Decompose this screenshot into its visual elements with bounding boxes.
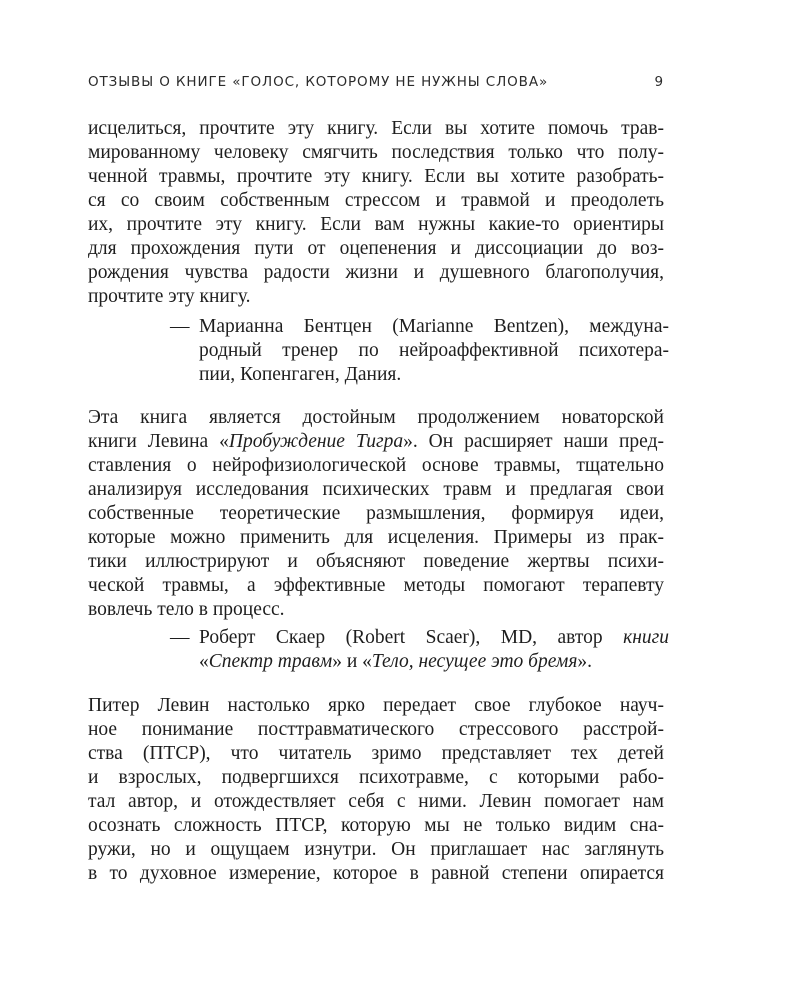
paragraph-2-text: ». Он расширяет наши пред- [403, 431, 664, 452]
paragraph-1-line: исцелиться, прочтите эту книгу. Если вы хотите помочь трав- [88, 118, 664, 139]
attribution-2-text: » и « [332, 651, 372, 672]
paragraph-1-line: мированному человеку смягчить последствия только что полу- [88, 142, 664, 163]
paragraph-2-text: книги Левина « [88, 431, 229, 452]
paragraph-2-line: анализируя исследования психических травм и предлагая свои [88, 479, 664, 500]
attribution-2-italic: книги [623, 627, 669, 648]
paragraph-1-line: их, прочтите эту книгу. Если вам нужны какие-то ориентиры [88, 214, 664, 235]
running-head-title: ОТЗЫВЫ О КНИГЕ «ГОЛОС, КОТОРОМУ НЕ НУЖНЫ СЛОВА» [88, 74, 549, 90]
attribution-1-line: пии, Копенгаген, Дания. [199, 364, 402, 385]
paragraph-1-line: ся со своим собственным стрессом и травмой и преодолеть [88, 190, 664, 211]
attribution-1-line: Марианна Бентцен (Marianne Bentzen), междуна- [199, 316, 669, 337]
attribution-1-line: родный тренер по нейроаффективной психотера- [199, 340, 669, 361]
attribution-2-text: Роберт Скаер (Robert Scaer), MD, автор [199, 627, 624, 648]
paragraph-2-line: собственные теоретические размышления, формируя идеи, [88, 503, 664, 524]
paragraph-1-line: для прохождения пути от оцепенения и диссоциации до воз- [88, 238, 664, 259]
book-title-telo-nesushchee: Тело, несущее это бремя [371, 651, 578, 672]
paragraph-3-line: ное понимание посттравматического стрессового расстрой- [88, 719, 664, 740]
paragraph-3-line: осознать сложность ПТСР, которую мы не только видим сна- [88, 815, 664, 836]
page-number: 9 [654, 74, 664, 90]
paragraph-1-line: ченной травмы, прочтите эту книгу. Если вы хотите разобрать- [88, 166, 664, 187]
paragraph-3-line: тал автор, и отождествляет себя с ними. Левин помогает нам [88, 791, 664, 812]
quote-close: ». [577, 651, 593, 672]
paragraph-3-line: Питер Левин настолько ярко передает свое глубокое науч- [88, 695, 664, 716]
paragraph-3-line: и взрослых, подвергшихся психотравме, с которыми рабо- [88, 767, 664, 788]
running-head [88, 74, 664, 96]
paragraph-3-line: в то духовное измерение, которое в равной степени опирается [88, 863, 664, 884]
paragraph-2-line: ставления о нейрофизиологической основе травмы, тщательно [88, 455, 664, 476]
attribution-2-line [199, 650, 669, 674]
paragraph-2-line: ческой травмы, а эффективные методы помогают терапевту [88, 575, 664, 596]
book-title-probuzhdenie-tigra: Пробуждение Тигра [228, 431, 404, 452]
paragraph-1-line: рождения чувства радости жизни и душевного благополучия, [88, 262, 664, 283]
attribution-1-dash: — [170, 316, 190, 337]
paragraph-3-line: ружи, но и ощущаем изнутри. Он приглашает нас заглянуть [88, 839, 664, 860]
quote-open: « [199, 651, 209, 672]
paragraph-2-line: Эта книга является достойным продолжением новаторской [88, 407, 664, 428]
paragraph-3-line: ства (ПТСР), что читатель зримо представляет тех детей [88, 743, 664, 764]
paragraph-1-line: прочтите эту книгу. [88, 286, 251, 307]
paragraph-2-line: которые можно применить для исцеления. Примеры из прак- [88, 527, 664, 548]
paragraph-2-line: вовлечь тело в процесс. [88, 599, 285, 620]
attribution-2-dash: — [170, 627, 190, 648]
book-title-spektr-travm: Спектр травм [208, 651, 333, 672]
attribution-2-line [199, 626, 669, 650]
paragraph-2-line: тики иллюстрируют и объясняют поведение жертвы психи- [88, 551, 664, 572]
paragraph-2-line [88, 430, 664, 454]
